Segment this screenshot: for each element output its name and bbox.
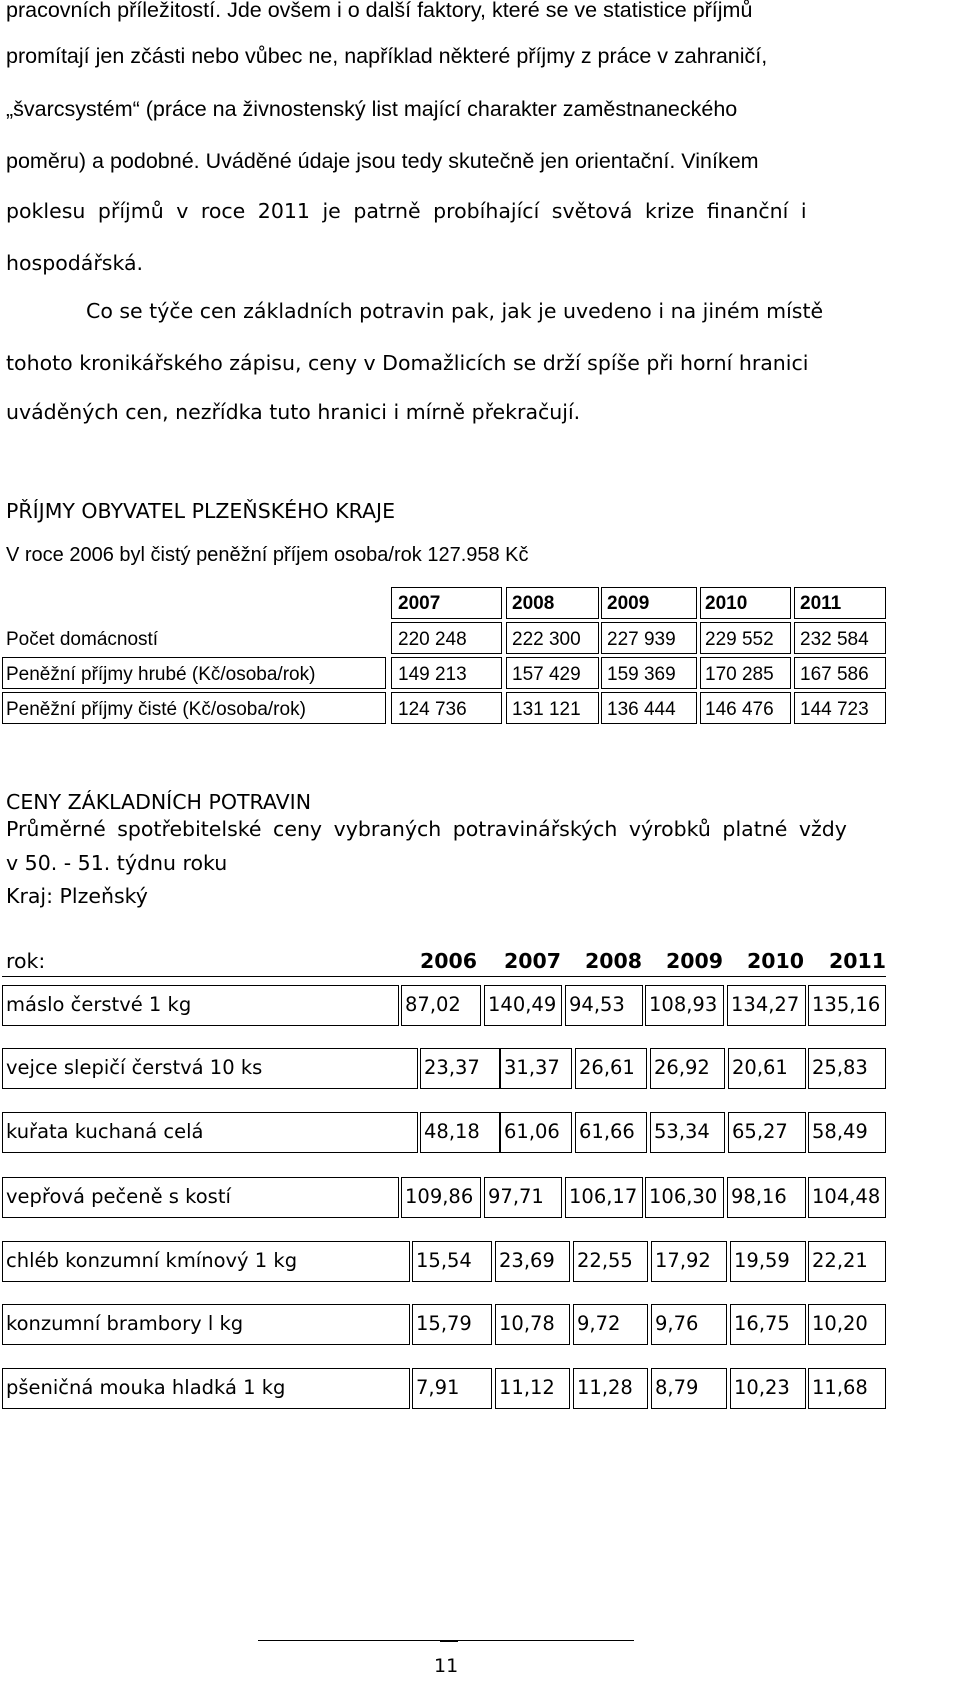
food-value: 140,49 (488, 993, 557, 1016)
income-value: 131 121 (512, 699, 581, 720)
food-value: 9,72 (577, 1312, 621, 1335)
food-value: 134,27 (731, 993, 800, 1016)
text-line: poklesu příjmů v roce 2011 je patrně probíhající světová krize finanční i (6, 199, 807, 223)
food-value: 61,66 (579, 1120, 635, 1143)
income-year: 2011 (800, 593, 842, 614)
income-value: 149 213 (398, 664, 467, 685)
income-year: 2010 (705, 593, 748, 614)
food-value: 9,76 (655, 1312, 699, 1335)
food-value: 61,06 (504, 1120, 560, 1143)
food-value: 17,92 (655, 1249, 711, 1272)
food-value: 58,49 (812, 1120, 868, 1143)
food-value: 23,37 (424, 1056, 480, 1079)
food-header-rule (2, 976, 886, 977)
food-value: 26,61 (579, 1056, 635, 1079)
text-line: poměru) a podobné. Uváděné údaje jsou tedy skutečně jen orientační. Viníkem (6, 149, 759, 173)
food-row-label: kuřata kuchaná celá (6, 1120, 204, 1143)
income-value: 124 736 (398, 699, 467, 720)
income-row-label: Peněžní příjmy hrubé (Kč/osoba/rok) (6, 664, 316, 685)
food-value: 16,75 (734, 1312, 790, 1335)
food-value: 106,30 (649, 1185, 718, 1208)
income-year: 2007 (398, 593, 441, 614)
food-value: 11,12 (499, 1376, 555, 1399)
food-intro-line: v 50. - 51. týdnu roku (6, 851, 228, 875)
food-value: 7,91 (416, 1376, 460, 1399)
footer-rule-accent (440, 1640, 458, 1642)
income-row-label: Peněžní příjmy čisté (Kč/osoba/rok) (6, 699, 306, 720)
food-year: 2007 (504, 949, 562, 973)
food-intro-text: Průměrné spotřebitelské ceny vybraných potravinářských výrobků platné vždy (6, 817, 847, 841)
food-year: 2006 (420, 949, 478, 973)
income-value: 170 285 (705, 664, 774, 685)
food-value: 26,92 (654, 1056, 710, 1079)
food-value: 48,18 (424, 1120, 480, 1143)
income-value: 222 300 (512, 629, 581, 650)
food-value: 31,37 (504, 1056, 560, 1079)
food-value: 23,69 (499, 1249, 555, 1272)
food-row-label: vejce slepičí čerstvá 10 ks (6, 1056, 263, 1079)
food-value: 10,20 (812, 1312, 868, 1335)
food-row-label: máslo čerstvé 1 kg (6, 993, 192, 1016)
food-value: 15,54 (416, 1249, 472, 1272)
food-row-label: pšeničná mouka hladká 1 kg (6, 1376, 286, 1399)
text-line: pracovních příležitostí. Jde ovšem i o další faktory, které se ve statistice příjmů (6, 0, 753, 22)
food-value: 104,48 (812, 1185, 881, 1208)
income-heading: PŘÍJMY OBYVATEL PLZEŇSKÉHO KRAJE (6, 499, 396, 523)
food-value: 98,16 (731, 1185, 787, 1208)
food-value: 10,78 (499, 1312, 555, 1335)
food-year: 2010 (747, 949, 805, 973)
food-row-label: chléb konzumní kmínový 1 kg (6, 1249, 298, 1272)
text-line: tohoto kronikářského zápisu, ceny v Domažlicích se drží spíše při horní hranici (6, 351, 809, 375)
income-value: 157 429 (512, 664, 581, 685)
income-row-label: Počet domácností (6, 629, 159, 650)
income-value: 167 586 (800, 664, 869, 685)
food-value: 11,68 (812, 1376, 868, 1399)
food-value: 22,21 (812, 1249, 868, 1272)
food-value: 97,71 (488, 1185, 544, 1208)
food-year: 2009 (666, 949, 724, 973)
food-value: 25,83 (812, 1056, 868, 1079)
food-value: 10,23 (734, 1376, 790, 1399)
food-row-label: konzumní brambory l kg (6, 1312, 244, 1335)
income-subheading: V roce 2006 byl čistý peněžní příjem osoba/rok 127.958 Kč (6, 544, 529, 566)
income-value: 136 444 (607, 699, 676, 720)
food-year-label: rok: (6, 949, 46, 973)
income-value: 144 723 (800, 699, 869, 720)
food-value: 94,53 (569, 993, 625, 1016)
food-value: 8,79 (655, 1376, 699, 1399)
page-number: 11 (434, 1655, 459, 1677)
food-value: 19,59 (734, 1249, 790, 1272)
food-value: 22,55 (577, 1249, 633, 1272)
income-year: 2009 (607, 593, 650, 614)
food-value: 108,93 (649, 993, 718, 1016)
food-intro-line (6, 819, 884, 840)
text-line: Co se týče cen základních potravin pak, jak je uvedeno i na jiném místě (86, 299, 824, 323)
food-heading: CENY ZÁKLADNÍCH POTRAVIN (6, 790, 312, 814)
food-value: 106,17 (569, 1185, 638, 1208)
income-value: 229 552 (705, 629, 774, 650)
food-value: 11,28 (577, 1376, 633, 1399)
text-line: uváděných cen, nezřídka tuto hranici i mírně překračují. (6, 400, 581, 424)
text-line: promítají jen zčásti nebo vůbec ne, například některé příjmy z práce v zahraničí, (6, 44, 768, 68)
text-line: hospodářská. (6, 251, 144, 275)
income-value: 146 476 (705, 699, 774, 720)
food-value: 109,86 (405, 1185, 474, 1208)
food-region: Kraj: Plzeňský (6, 884, 148, 908)
income-value: 232 584 (800, 629, 869, 650)
food-value: 20,61 (732, 1056, 788, 1079)
food-year: 2008 (585, 949, 643, 973)
food-value: 15,79 (416, 1312, 472, 1335)
text-line: „švarcsystém“ (práce na živnostenský list mající charakter zaměstnaneckého (6, 97, 738, 121)
food-value: 87,02 (405, 993, 461, 1016)
food-value: 53,34 (654, 1120, 710, 1143)
income-year: 2008 (512, 593, 555, 614)
income-value: 227 939 (607, 629, 676, 650)
food-row-label: vepřová pečeně s kostí (6, 1185, 231, 1208)
food-value: 65,27 (732, 1120, 788, 1143)
income-value: 159 369 (607, 664, 676, 685)
income-value: 220 248 (398, 629, 467, 650)
food-value: 135,16 (812, 993, 881, 1016)
food-year: 2011 (829, 949, 887, 973)
